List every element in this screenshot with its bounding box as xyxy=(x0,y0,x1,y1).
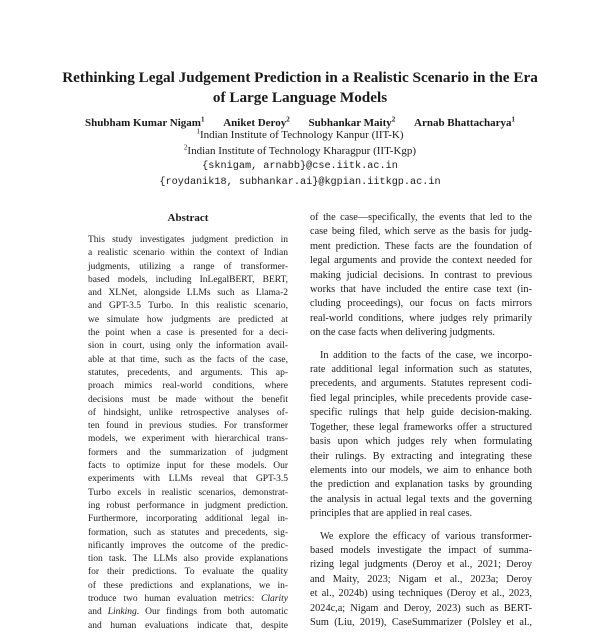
text-line: principles that are applied in real cases. xyxy=(310,508,473,520)
title-line-2: of Large Language Models xyxy=(212,89,388,106)
author-3: Subhankar Maity$^2$ xyxy=(308,115,396,129)
text-line: their rulings. By extracting and integrating these xyxy=(310,450,532,462)
text-line: statutes, precedents, and arguments. This ap- xyxy=(88,367,288,378)
abstract-heading: Abstract xyxy=(167,212,209,224)
text-line: judgments, utilizing a range of transformer- xyxy=(88,261,288,272)
text-line: and human evaluations indicate that, despite xyxy=(88,620,288,631)
text-line: and XLNet, alongside LLMs such as Llama-2 xyxy=(88,288,288,299)
text-line: of the case—specifically, the events that led to the xyxy=(310,212,532,223)
text-line: formation, such as statutes and precedents, sig- xyxy=(88,527,288,538)
text-line: proach mimics real-world conditions, where xyxy=(88,381,288,392)
text-line: nificantly improves the outcome of the predic- xyxy=(88,540,288,551)
affiliation-2: $^2$Indian Institute of Technology Kharagpur (IIT-Kgp) xyxy=(183,143,417,157)
paper-title xyxy=(40,68,560,108)
author-4: Arnab Bhattacharya$^1$ xyxy=(414,115,515,129)
text-line: rizing legal judgments (Deroy et al., 2021; Deroy xyxy=(310,559,532,571)
text-line: ing robust performance in judgment prediction. xyxy=(88,500,288,511)
author-1: Shubham Kumar Nigam$^1$ xyxy=(85,115,205,129)
text-line: real-world conditions, where judges rely primarily xyxy=(310,312,532,324)
text-line: decisions must be made without the benefit xyxy=(88,394,288,405)
text-line: on the case facts when delivering judgments. xyxy=(310,327,496,339)
text-line: ten found in previous studies. For transformer xyxy=(88,421,288,432)
text-line: formers and the summarization of judgment xyxy=(88,447,288,458)
email-line-2: {roydanik18, subhankar.ai}@kgpian.iitkgp.ac.in xyxy=(159,177,441,188)
abstract-body xyxy=(88,234,288,633)
text-line: experiments with LLMs reveal that GPT-3.5 xyxy=(88,474,288,485)
text-line: rate additional legal information such as statutes, xyxy=(310,364,532,376)
affiliation-1: $^1$Indian Institute of Technology Kanpur (IIT-K) xyxy=(196,127,404,141)
text-line: the prediction and explanation tasks by grounding xyxy=(310,479,532,491)
text-line: Sum (Liu, 2019), CaseSummarizer (Polsley et al., xyxy=(310,616,532,628)
text-line: ment prediction. These facts are the foundation of xyxy=(310,240,532,252)
text-line: the analysis in actual legal texts and the governing xyxy=(310,493,532,505)
text-line: sion in court, using only the information avail- xyxy=(88,341,288,352)
text-line: for their predictions. To evaluate the quality xyxy=(88,567,288,578)
text-line: Turbo excels in realistic scenarios, demonstrat- xyxy=(88,487,288,498)
text-line: fied legal principles, while precedents provide case- xyxy=(310,392,532,404)
text-line: cluding proceedings), our focus on facts mirrors xyxy=(310,298,532,310)
text-line: elements into our models, we aim to enhance both xyxy=(310,464,532,476)
text-line: troduce two human evaluation metrics: Clarity xyxy=(88,594,288,605)
text-line: Together, these legal frameworks offer a structured xyxy=(310,421,532,433)
text-line: making judicial decisions. In contrast to previous xyxy=(310,269,532,281)
author-2: Aniket Deroy$^2$ xyxy=(223,115,290,129)
text-line: of hindsight, unlike retrospective analyses of- xyxy=(88,407,288,418)
text-line: basis upon which judges rely when formulating xyxy=(310,436,532,448)
email-line-1: {sknigam, arnabb}@cse.iitk.ac.in xyxy=(202,161,398,172)
text-line: and Linking. Our findings from both automatic xyxy=(88,607,289,618)
text-line: models, we experiment with hierarchical trans- xyxy=(88,434,288,445)
text-line: based models investigate the impact of summa- xyxy=(310,544,532,556)
text-line: In addition to the facts of the case, we incorpo- xyxy=(320,349,532,361)
text-line: a realistic scenario within the context of Indian xyxy=(88,248,288,259)
text-line: the point when a case is presented for a deci- xyxy=(88,328,288,339)
text-line: specific rulings that help guide decision-making. xyxy=(310,407,532,419)
text-line: case being filed, which serve as the basis for judg- xyxy=(310,226,532,238)
text-line: based models, including InLegalBERT, BERT, xyxy=(88,274,288,285)
introduction-column xyxy=(310,211,532,630)
title-line-1: Rethinking Legal Judgement Prediction in a Realistic Scenario in the Era xyxy=(62,69,538,86)
text-line: and Maity, 2023; Nigam et al., 2023a; Deroy xyxy=(310,573,532,585)
text-line: facts to optimize input for these models. Our xyxy=(88,461,288,472)
text-line: able at that time, such as the facts of the case, xyxy=(88,354,288,365)
text-line: 2024c,a; Nigam and Deroy, 2023) such as BERT- xyxy=(310,602,532,614)
text-line: works that have included the entire case text (in- xyxy=(310,284,532,296)
text-line: and GPT-3.5 Turbo. In this realistic scenario, xyxy=(88,301,288,312)
text-line: This study investigates judgment prediction in xyxy=(88,235,288,245)
text-line: legal arguments and provide the context needed for xyxy=(310,255,532,267)
text-line: We explore the efficacy of various transformer- xyxy=(320,530,532,542)
text-line: precedents, and arguments. Statutes represent codi- xyxy=(310,378,532,390)
text-line: Furthermore, incorporating additional legal in- xyxy=(88,514,288,525)
text-line: tion task. The LLMs also provide explanations xyxy=(88,554,288,565)
text-line: of these predictions and explanations, we in- xyxy=(88,580,288,591)
text-line: et al., 2024b) using techniques (Deroy et al., 2023, xyxy=(310,588,532,600)
text-line: we simulate how judgments are predicted at xyxy=(88,314,288,325)
